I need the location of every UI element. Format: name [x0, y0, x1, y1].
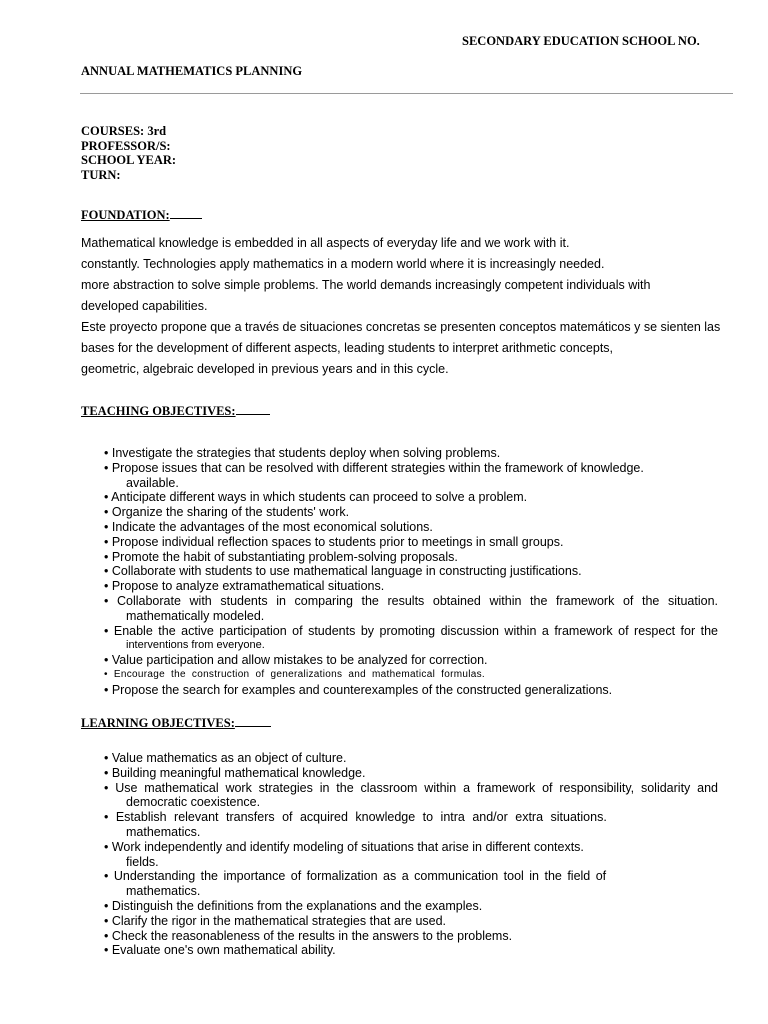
school-name: SECONDARY EDUCATION SCHOOL NO. — [462, 34, 700, 48]
learning-heading-text: LEARNING OBJECTIVES: — [81, 716, 235, 730]
teaching-objectives-heading — [81, 404, 270, 419]
heading-underline — [170, 208, 202, 219]
list-item: • Establish relevant transfers of acquired knowledge to intra and/or extra situations. mathematics. — [104, 810, 607, 839]
foundation-line: developed capabilities. — [81, 299, 208, 313]
list-item: • Understanding the importance of formalization as a communication tool in the field of mathematics. — [104, 869, 607, 899]
document-title: ANNUAL MATHEMATICS PLANNING — [81, 64, 303, 78]
list-item: • Use mathematical work strategies in the classroom within a framework of responsibility, solidarity and democratic coexistence. — [104, 780, 718, 810]
list-item: • Encourage the construction of generalizations and mathematical formulas. — [104, 668, 485, 680]
foundation-line: more abstraction to solve simple problems. The world demands increasingly competent individuals with — [81, 278, 651, 292]
list-item: • Propose the search for examples and counterexamples of the constructed generalizations. — [104, 682, 613, 697]
teaching-heading-text: TEACHING OBJECTIVES: — [81, 404, 236, 418]
school-year-field: SCHOOL YEAR: — [81, 153, 177, 167]
learning-objectives-heading — [81, 716, 271, 731]
list-item: • Investigate the strategies that students deploy when solving problems. — [104, 446, 501, 460]
list-item: • Anticipate different ways in which students can proceed to solve a problem. — [104, 490, 528, 505]
list-item: • Propose to analyze extramathematical situations. — [104, 579, 385, 594]
list-item: • Check the reasonableness of the results in the answers to the problems. — [104, 928, 513, 943]
list-item: • Distinguish the definitions from the explanations and the examples. — [104, 898, 483, 913]
foundation-line: Este proyecto propone que a través de situaciones concretas se presenten conceptos matemáticos y se sienten las — [81, 320, 721, 334]
list-item: • Promote the habit of substantiating problem-solving proposals. — [104, 549, 458, 564]
list-item: • Building meaningful mathematical knowledge. — [104, 765, 366, 780]
learning-objectives-list — [104, 751, 718, 958]
heading-underline — [235, 716, 271, 727]
courses-field: COURSES: 3rd — [81, 124, 167, 138]
professor-field: PROFESSOR/S: — [81, 138, 171, 153]
list-item: • Evaluate one's own mathematical ability. — [104, 943, 336, 958]
heading-underline — [236, 404, 270, 415]
list-item: • Collaborate with students in comparing the results obtained within the framework of the situation. mathematically modeled. — [104, 593, 718, 623]
foundation-paragraph — [81, 233, 733, 380]
list-item: • Value participation and allow mistakes to be analyzed for correction. — [104, 653, 488, 668]
list-item: • Collaborate with students to use mathematical language in constructing justifications. — [104, 564, 582, 579]
header-divider — [80, 93, 733, 94]
list-item: • Value mathematics as an object of culture. — [104, 751, 347, 765]
list-item: • Propose individual reflection spaces to students prior to meetings in small groups. — [104, 534, 564, 549]
course-meta — [81, 124, 176, 182]
list-item: • Indicate the advantages of the most economical solutions. — [104, 519, 433, 534]
foundation-line: bases for the development of different aspects, leading students to interpret arithmetic concepts, — [81, 341, 614, 355]
list-item: • Clarify the rigor in the mathematical strategies that are used. — [104, 913, 447, 928]
foundation-line: constantly. Technologies apply mathematics in a modern world where it is increasingly needed. — [81, 257, 605, 271]
turn-field: TURN: — [81, 167, 121, 182]
list-item: • Work independently and identify modeling of situations that arise in different contexts. fields. — [104, 839, 584, 869]
foundation-heading-text: FOUNDATION: — [81, 208, 170, 222]
list-item: • Organize the sharing of the students' work. — [104, 505, 350, 520]
foundation-heading — [81, 208, 202, 223]
list-item: • Enable the active participation of students by promoting discussion within a framework of respect for the interventions from everyone. — [104, 623, 718, 652]
teaching-objectives-list — [104, 446, 718, 698]
list-item: • Propose issues that can be resolved with different strategies within the framework of knowledge. available. — [104, 460, 644, 490]
foundation-line: Mathematical knowledge is embedded in all aspects of everyday life and we work with it. — [81, 236, 570, 250]
foundation-line: geometric, algebraic developed in previous years and in this cycle. — [81, 362, 449, 376]
